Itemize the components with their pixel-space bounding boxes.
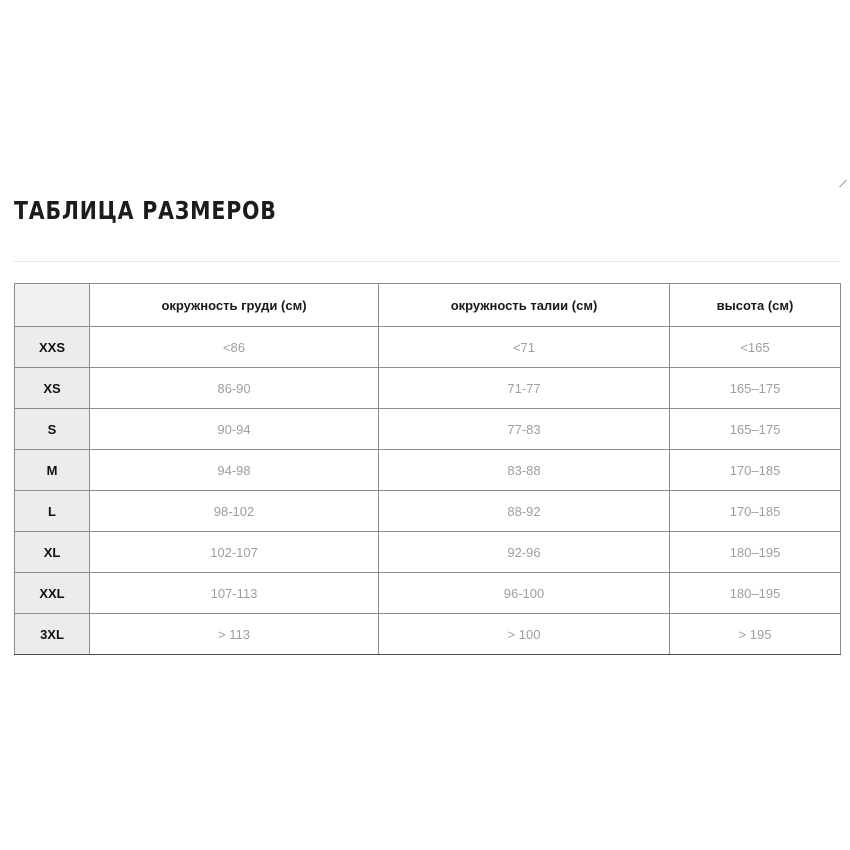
waist-value: 83-88 <box>379 450 670 491</box>
table-row <box>15 409 841 450</box>
size-label: S <box>15 409 90 450</box>
waist-value: 88-92 <box>379 491 670 532</box>
header-height: высота (см) <box>670 284 841 327</box>
table-header-row <box>15 284 841 327</box>
table-row <box>15 327 841 368</box>
chest-value: 94-98 <box>90 450 379 491</box>
size-label: XL <box>15 532 90 573</box>
height-value: > 195 <box>670 614 841 655</box>
chest-value: > 113 <box>90 614 379 655</box>
waist-value: 77-83 <box>379 409 670 450</box>
size-label: 3XL <box>15 614 90 655</box>
table-row <box>15 573 841 614</box>
table-row <box>15 532 841 573</box>
title-divider <box>14 261 840 262</box>
size-label: XXS <box>15 327 90 368</box>
height-value: 170–185 <box>670 450 841 491</box>
table-row <box>15 368 841 409</box>
corner-mark <box>839 180 847 188</box>
chest-value: <86 <box>90 327 379 368</box>
size-label: XS <box>15 368 90 409</box>
header-waist: окружность талии (см) <box>379 284 670 327</box>
header-chest: окружность груди (см) <box>90 284 379 327</box>
size-label: L <box>15 491 90 532</box>
table-row <box>15 450 841 491</box>
size-label: XXL <box>15 573 90 614</box>
waist-value: 71-77 <box>379 368 670 409</box>
table-row <box>15 491 841 532</box>
page-title: ТАБЛИЦА РАЗМЕРОВ <box>14 196 277 225</box>
header-corner-cell <box>15 284 90 327</box>
chest-value: 102-107 <box>90 532 379 573</box>
chest-value: 98-102 <box>90 491 379 532</box>
chest-value: 90-94 <box>90 409 379 450</box>
waist-value: 96-100 <box>379 573 670 614</box>
height-value: 180–195 <box>670 532 841 573</box>
size-label: M <box>15 450 90 491</box>
chest-value: 86-90 <box>90 368 379 409</box>
height-value: 180–195 <box>670 573 841 614</box>
waist-value: > 100 <box>379 614 670 655</box>
height-value: 170–185 <box>670 491 841 532</box>
height-value: 165–175 <box>670 409 841 450</box>
waist-value: 92-96 <box>379 532 670 573</box>
height-value: 165–175 <box>670 368 841 409</box>
table-row <box>15 614 841 655</box>
height-value: <165 <box>670 327 841 368</box>
waist-value: <71 <box>379 327 670 368</box>
chest-value: 107-113 <box>90 573 379 614</box>
size-table <box>14 283 841 655</box>
